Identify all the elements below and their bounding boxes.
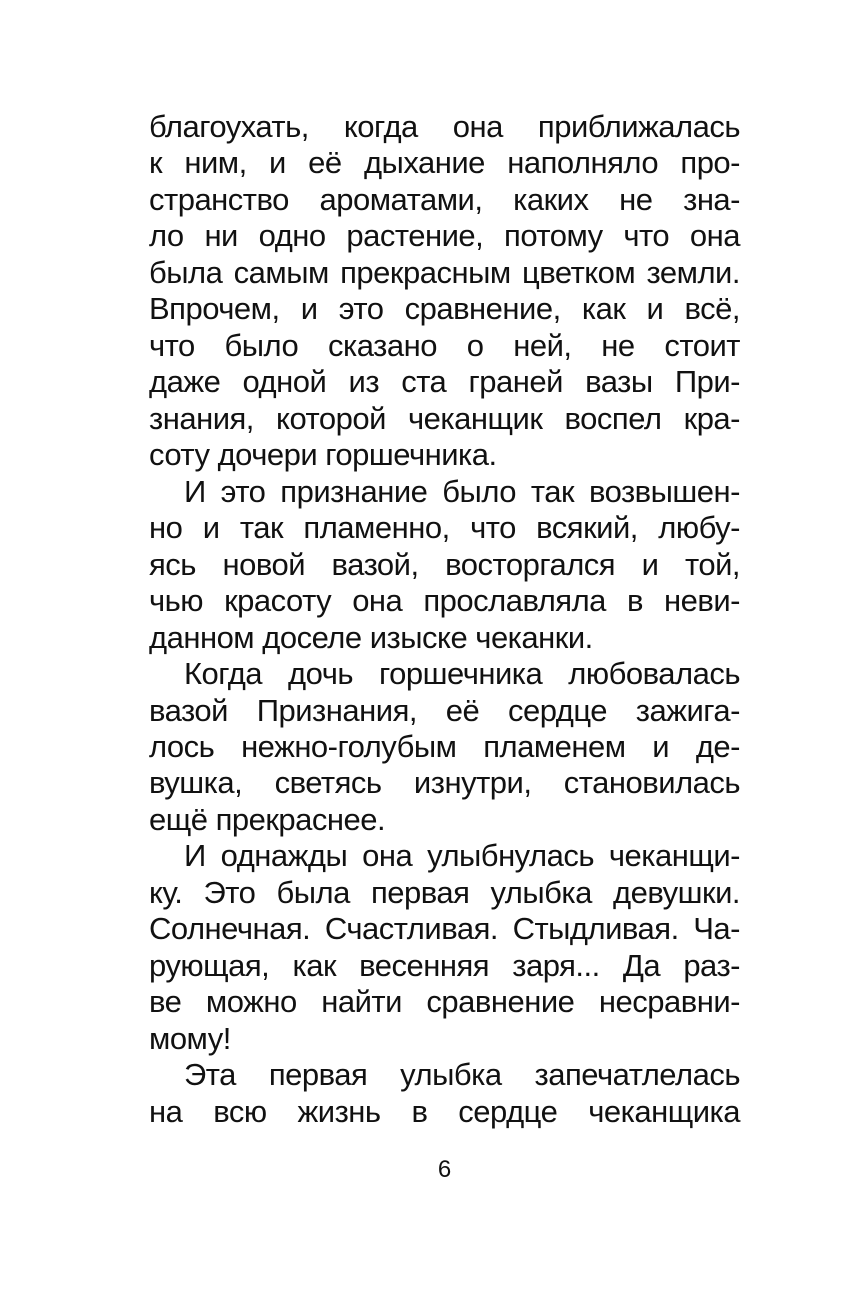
text-line: мому! xyxy=(149,1020,231,1056)
text-line: ку. Это была первая улыбка девушки. xyxy=(149,874,740,910)
text-line: даже одной из ста граней вазы При- xyxy=(149,364,740,400)
text-line: чью красоту она прославляла в неви- xyxy=(149,583,740,619)
text-line: данном доселе изыске чеканки. xyxy=(149,619,593,655)
text-line: на всю жизнь в сердце чеканщика xyxy=(149,1093,740,1129)
text-line: рующая, как весенняя заря... Да раз- xyxy=(149,947,740,983)
text-line: была самым прекрасным цветком земли. xyxy=(149,254,740,290)
text-line: что было сказано о ней, не стоит xyxy=(149,327,740,363)
text-line: И это признание было так возвышен- xyxy=(184,473,740,509)
text-line: Солнечная. Счастливая. Стыдливая. Ча- xyxy=(149,911,740,947)
text-line: Эта первая улыбка запечатлелась xyxy=(184,1057,740,1093)
text-line: благоухать, когда она приближалась xyxy=(149,109,740,144)
page-number: 6 xyxy=(437,1156,452,1183)
text-line: к ним, и её дыхание наполняло про- xyxy=(149,145,740,181)
text-line: вушка, светясь изнутри, становилась xyxy=(149,765,740,801)
body-text xyxy=(149,109,740,1130)
text-line: ло ни одно растение, потому что она xyxy=(149,218,740,254)
paragraph xyxy=(149,838,740,1057)
paragraph xyxy=(149,109,740,474)
text-line: ве можно найти сравнение несравни- xyxy=(149,984,740,1020)
text-line: знания, которой чеканщик воспел кра- xyxy=(149,400,740,436)
text-line: лось нежно-голубым пламенем и де- xyxy=(149,728,740,764)
text-line: Когда дочь горшечника любовалась xyxy=(184,656,740,692)
text-line: ясь новой вазой, восторгался и той, xyxy=(149,546,740,582)
text-line: И однажды она улыбнулась чеканщи- xyxy=(184,838,740,874)
text-line: ещё прекраснее. xyxy=(149,801,386,837)
paragraph xyxy=(149,656,740,838)
text-line: Впрочем, и это сравнение, как и всё, xyxy=(149,291,740,327)
text-line: соту дочери горшечника. xyxy=(149,437,497,473)
paragraph xyxy=(149,474,740,656)
text-line: но и так пламенно, что всякий, любу- xyxy=(149,510,740,546)
text-line: вазой Признания, её сердце зажига- xyxy=(149,692,740,728)
text-line: странство ароматами, каких не зна- xyxy=(149,181,740,217)
paragraph xyxy=(149,1057,740,1130)
